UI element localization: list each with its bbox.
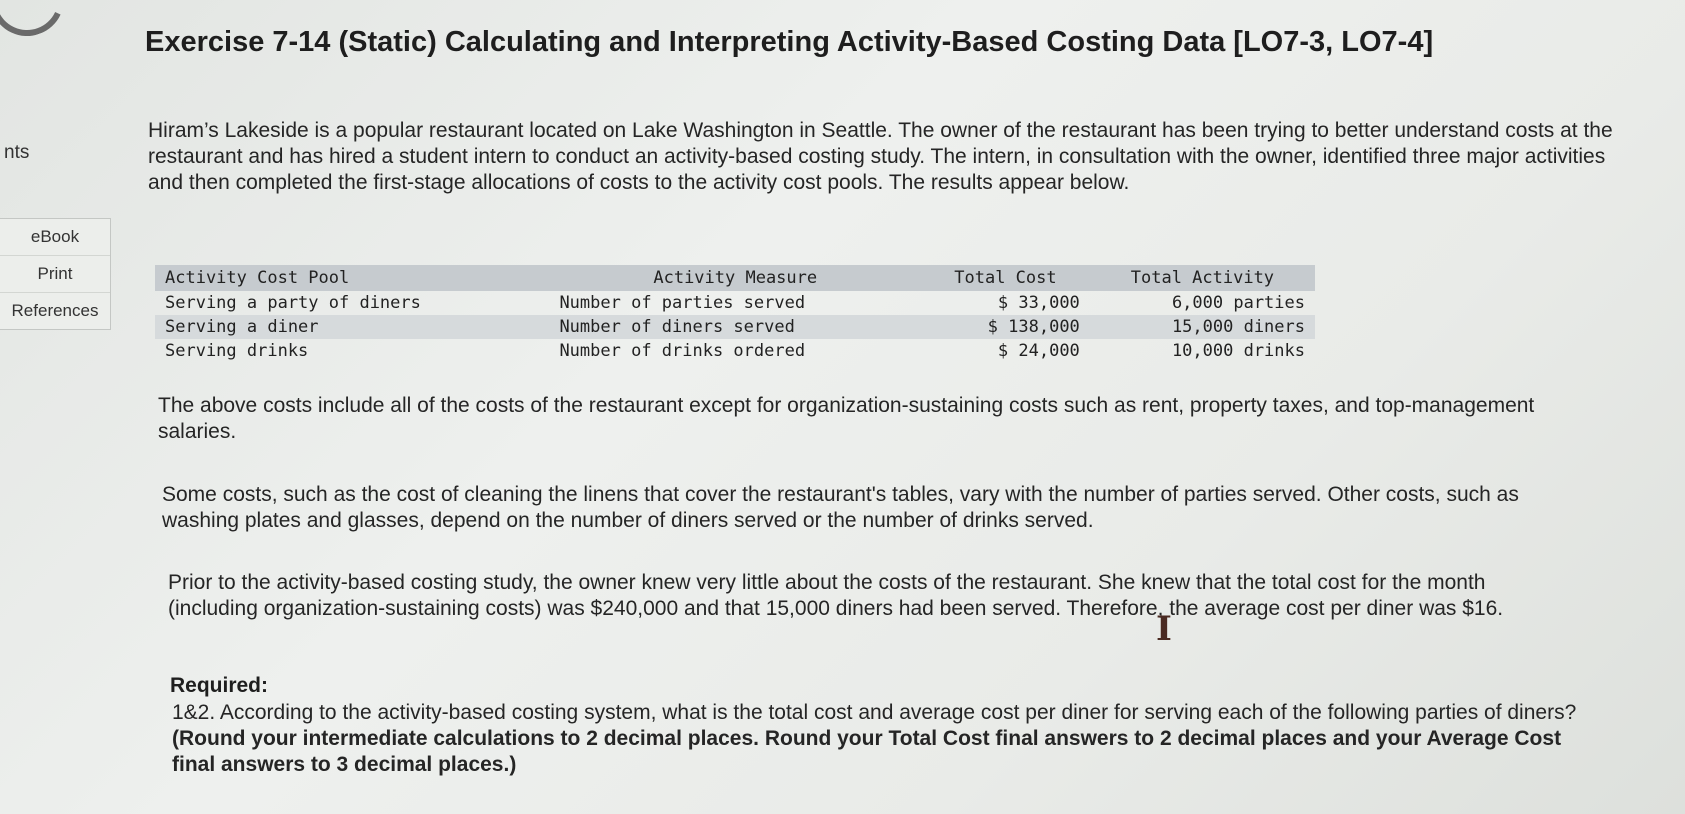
text-cursor-icon: I [1156, 609, 1172, 649]
sidebar-item-print[interactable]: Print [0, 255, 110, 292]
header-cost-pool: Activity Cost Pool [155, 265, 535, 291]
activity-cost-table [155, 265, 1315, 363]
cell-cost-pool: Serving a diner [155, 315, 535, 339]
required-label: Required: [170, 674, 269, 697]
header-total-activity: Total Activity [1090, 265, 1315, 291]
cell-activity-measure: Number of parties served [559, 293, 806, 313]
header-activity-measure: Activity Measure [535, 265, 921, 291]
prior-costing-paragraph: Prior to the activity-based costing study, the owner knew very little about the costs of the restaurant. She knew that the total cost for the month (including organization-sustaining costs) was $240,000 and that 15,000 diners had been served. Therefore, the average cost per diner was $16. [168, 571, 1504, 620]
costs-note-paragraph: The above costs include all of the costs of the restaurant except for organization-sustaining costs such as rent, property taxes, and top-management salaries. [158, 394, 1535, 443]
exercise-title: Exercise 7-14 (Static) Calculating and Interpreting Activity-Based Costing Data [LO7-3, LO7-4] [145, 26, 1434, 58]
table-row [155, 339, 1315, 363]
cell-activity-measure: Number of drinks ordered [559, 341, 806, 361]
cell-cost-pool: Serving drinks [165, 341, 309, 361]
sidebar-item-references[interactable]: References [0, 292, 110, 329]
cell-total-cost: $ 24,000 [997, 341, 1080, 361]
cell-cost-pool: Serving a party of diners [165, 293, 421, 313]
cost-drivers-paragraph: Some costs, such as the cost of cleaning the linens that cover the restaurant's tables, vary with the number of parties served. Other costs, such as washing plates and glasses, depend on the number of diners served or the number of drinks served. [162, 483, 1519, 532]
sidebar-item-ebook[interactable]: eBook [30, 227, 80, 246]
sidebar-partial-label: nts [4, 142, 30, 163]
required-instructions [172, 700, 1582, 778]
table-row [155, 291, 1315, 315]
cell-activity-measure: Number of diners served [535, 315, 921, 339]
rounding-instructions: (Round your intermediate calculations to 2 decimal places. Round your Total Cost final answers to 2 decimal places and your Average Cost final answers to 3 decimal places.) [172, 727, 1562, 776]
cell-total-activity: 10,000 drinks [1171, 341, 1305, 361]
cell-total-activity: 15,000 diners [1090, 315, 1315, 339]
required-question: 1&2. According to the activity-based costing system, what is the total cost and average cost per diner for serving each of the following parties of diners? [172, 701, 1577, 724]
header-total-cost: Total Cost [921, 265, 1090, 291]
sidebar [0, 218, 111, 330]
cell-total-cost: $ 33,000 [997, 293, 1080, 313]
table-row [155, 315, 1315, 339]
table-header-row [155, 265, 1315, 291]
cell-total-activity: 6,000 parties [1171, 293, 1305, 313]
loading-arc-icon [0, 0, 74, 46]
cell-total-cost: $ 138,000 [921, 315, 1090, 339]
intro-paragraph: Hiram’s Lakeside is a popular restaurant located on Lake Washington in Seattle. The owner of the restaurant has been trying to better understand costs at the restaurant and has hired a student intern to conduct an activity-based costing study. The intern, in consultation with the owner, identified three major activities and then completed the first-stage allocations of costs to the activity cost pools. The results appear below. [148, 119, 1613, 194]
